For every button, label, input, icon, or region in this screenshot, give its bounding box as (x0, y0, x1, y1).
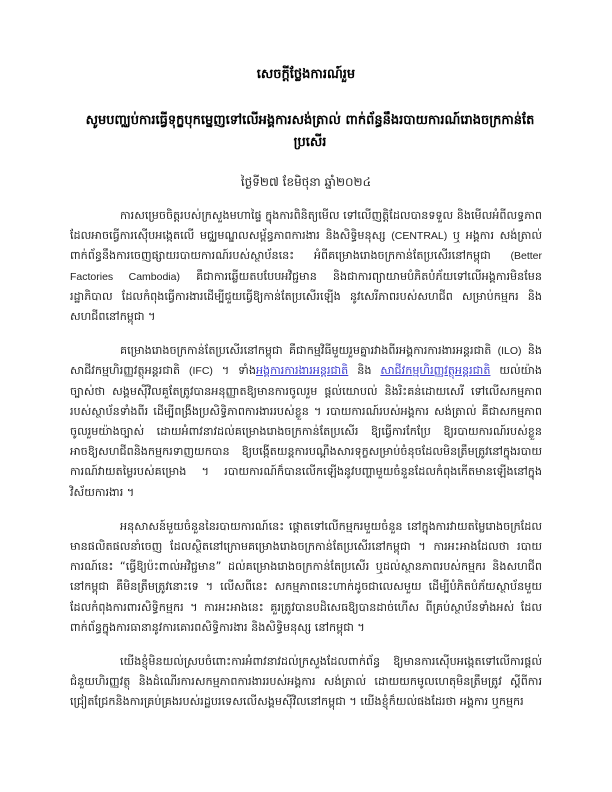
paragraph-4: យើងខ្ញុំមិនយល់ស្របចំពោះការអំពាវនាវដល់ក្រសួងដែលពាក់ព័ន្ធ ឱ្យមានការស៊ើបអង្កេតទៅលើការផ្ដល់ជំនួយហិរញ្ញវត្ថុ និងដំណើរការសកម្មភាពការងាររបស់អង្គការ សង់ត្រាល់ ដោយយកមូលហេតុមិនត្រឹមត្រូវ ស្ដីពីការជ្រៀតជ្រែកនិងការគ្រប់គ្រងរបស់រដ្ឋបរទេសលើសង្គមស៊ីវិលនៅកម្ពុជា ។ យើងខ្ញុំក៏យល់ផងដែរថា អង្គការ ឬកម្មករ (70, 655, 542, 709)
paragraph-2: គម្រោងរោងចក្រកាន់តែប្រសើរនៅកម្ពុជា គឺជាកម្មវិធីមួយរួមគ្នារវាងពីរអង្គការការងារអន្តរជាតិ (ILO) និងសាជីវកម្មហិរញ្ញវត្ថុអន្តរជាតិ (IFC) ។ ទាំងអង្គការការងារអន្តរជាតិ និង សាជីវកម្មហិរញ្ញវត្ថុអន្តរជាតិ យល់យ៉ាងច្បាស់ថា សង្គមស៊ីវិលគួតែត្រូវបានអនុញ្ញាតឱ្យមានការចូលរួម ផ្ដល់យោបល់ និងរិះគន់ដោយសេរី ទៅលើសកម្មភាពរបស់ស្ថាប័នទាំងពីរ ដើម្បីពង្រឹងប្រសិទ្ធិភាពការងាររបស់ខ្លួន ។ របាយការណ៍របស់អង្គការ សង់ត្រាល់ គឺជាសកម្មភាពចូលរួមយ៉ាងច្បាស់ ដោយអំពាវនាវដល់គម្រោងរោងចក្រកាន់តែប្រសើរ ឱ្យធ្វើការកែប្រែ ឱ្យរបាយការណ៍របស់ខ្លួនអាចឱ្យសហជីពនិងកម្មករទាញយកបាន ឱ្យបង្កើតយន្តការបណ្ដឹងសារទុក្ខសម្រាប់ចំនុចដែលមិនត្រឹមត្រូវនៅក្នុងរបាយការណ៍វាយតម្លៃរបស់គម្រោង ។ របាយការណ៍ក៏បានលើកឡើងនូវបញ្ហាមួយចំនួនដែលកំពុងកើតមានឡើងនៅក្នុងវិស័យការងារ ។ (70, 344, 542, 499)
paragraph-1: ការសម្រេចចិត្តរបស់ក្រសួងមហាផ្ទៃ ក្នុងការពិនិត្យមើល ទៅលើញត្តិដែលបានទទួល និងមើលអំពីលទ្ធភាពដែលអាចធ្វើការស៊ើបអង្កេតលើ មជ្ឈមណ្ឌលសម្ព័ន្ធភាពការងារ និងសិទ្ធិមនុស្ស (CENTRAL) ឬ អង្គការ សង់ត្រាល់ ពាក់ព័ន្ធនឹងការចេញផ្សាយរបាយការណ៍របស់ស្ថាប័ននេះ អំពីគម្រោងរោងចក្រកាន់តែប្រសើរនៅកម្ពុជា (Better Factories Cambodia) គឺជាការឆ្លើយតបបែបអវិជ្ជមាន និងជាការព្យាយាមបំភិតបំភ័យទៅលើអង្គការមិនមែនរដ្ឋាភិបាល ដែលកំពុងធ្វើការងារដើម្បីជួយធ្វើឱ្យកាន់តែប្រសើរឡើង នូវសេរីភាពរបស់សហជីព សម្រាប់កម្មករ និងសហជីពនៅកម្ពុជា ។ (70, 209, 542, 324)
document-title: សេចក្ដីថ្លែងការណ៍រួម (256, 67, 356, 82)
ifc-link[interactable]: សាជីវកម្មហិរញ្ញវត្ថុអន្តរជាតិ (380, 364, 491, 378)
ilo-link[interactable]: អង្គការការងារអន្តរជាតិ (255, 364, 349, 378)
document-body (70, 206, 542, 727)
paragraph-3: អនុសាសន៍មួយចំនួននៃរបាយការណ៍នេះ ផ្ដោតទៅលើកម្មករមួយចំនួន នៅក្នុងការវាយតម្លៃរោងចក្រដែលមានផលិតផលនាំចេញ ដែលស្ថិតនៅក្រោមគម្រោងរោងចក្រកាន់តែប្រសើរនៅកម្ពុជា ។ ការអះអាងដែលថា របាយការណ៍នេះ “ធ្វើឱ្យប៉ះពាល់អវិជ្ជមាន” ដល់គម្រោងរោងចក្រកាន់តែប្រសើរ ឬដល់ស្ថានភាពរបស់កម្មករ និងសហជីពនៅកម្ពុជា គឺមិនត្រឹមត្រូវនោះទេ ។ លើសពីនេះ សកម្មភាពនេះហាក់ដូចជាលេសមួយ ដើម្បីបំភិតបំភ័យស្ថាប័នមួយដែលកំពុងការពារសិទ្ធិកម្មករ ។ ការអះអាងនេះ គួរត្រូវបានបដិសេធឱ្យបានដាច់ហើស ពីគ្រប់ស្ថាប័នទាំងអស់ ដែលពាក់ព័ន្ធក្នុងការធានានូវការគោរពសិទ្ធិការងារ និងសិទ្ធិមនុស្ស នៅកម្ពុជា ។ (70, 519, 542, 634)
document-date: ថ្ងៃទី២៧ ខែមិថុនា ឆ្នាំ២០២៤ (240, 175, 372, 189)
document-subtitle: សូមបញ្ឈប់ការធ្វើទុក្ខបុកម្នេញទៅលើអង្គការសង់ត្រាល់ ពាក់ព័ន្ធនឹងរបាយការណ៍រោងចក្រកាន់តែប្រសើរ (85, 113, 535, 150)
